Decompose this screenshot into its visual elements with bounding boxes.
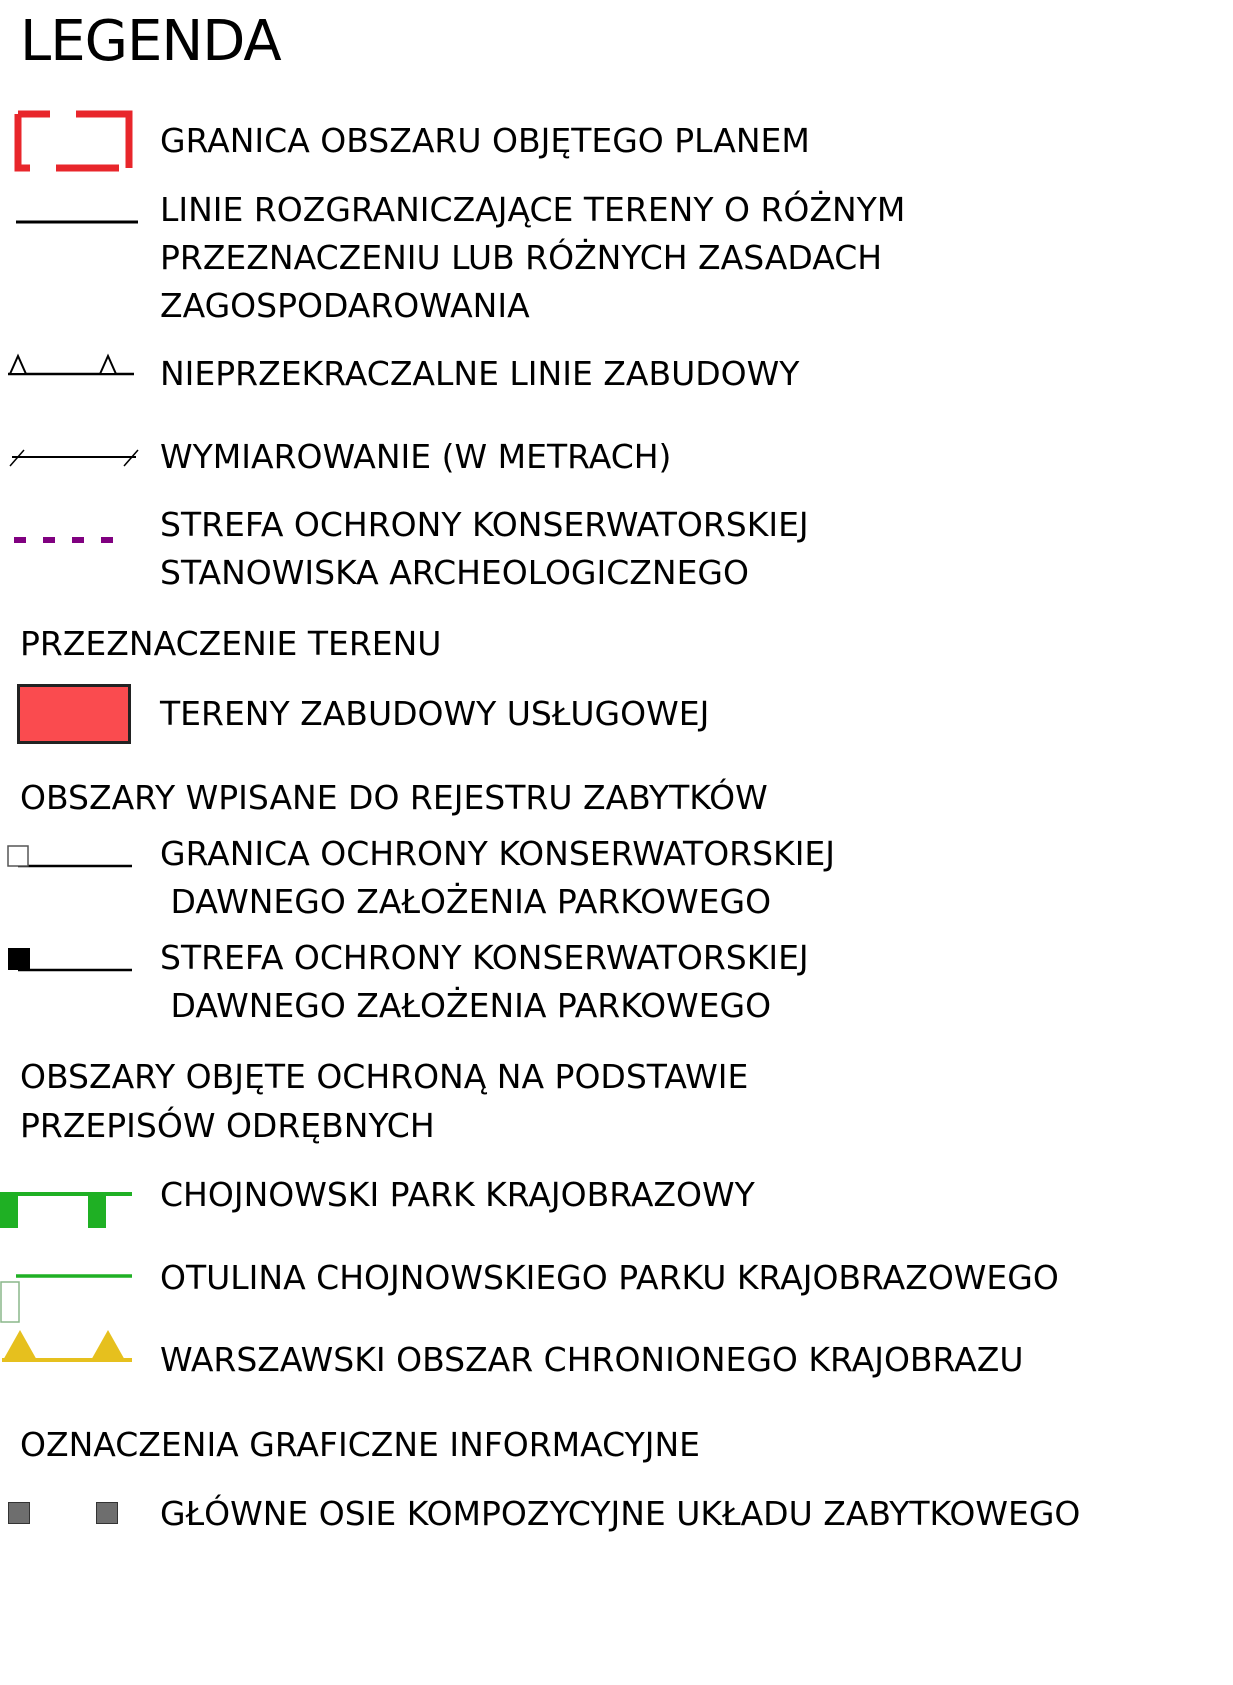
protected-areas-section-title-1: OBSZARY OBJĘTE OCHRONĄ NA PODSTAWIE xyxy=(20,1057,749,1096)
land-use-section-title: PRZEZNACZENIE TERENU xyxy=(20,624,442,663)
park-buffer-label: OTULINA CHOJNOWSKIEGO PARKU KRAJOBRAZOWEGO xyxy=(160,1258,1059,1297)
plan-boundary-label: GRANICA OBSZARU OBJĘTEGO PLANEM xyxy=(160,121,810,160)
delimiting-lines-label-1: LINIE ROZGRANICZAJĄCE TERENY O RÓŻNYM xyxy=(160,190,906,229)
protected-areas-section-title-2: PRZEPISÓW ODRĘBNYCH xyxy=(20,1106,435,1145)
park-protection-zone-label-2: DAWNEGO ZAŁOŻENIA PARKOWEGO xyxy=(160,986,772,1025)
dimensioning-label: WYMIAROWANIE (W METRACH) xyxy=(160,437,672,476)
archaeology-zone-symbol-icon xyxy=(14,535,124,545)
archaeology-zone-label-2: STANOWISKA ARCHEOLOGICZNEGO xyxy=(160,553,749,592)
park-protection-zone-symbol-icon xyxy=(6,944,134,974)
axis-square-left-icon xyxy=(8,1502,30,1524)
register-section-title: OBSZARY WPISANE DO REJESTRU ZABYTKÓW xyxy=(20,778,768,817)
service-zone-label: TERENY ZABUDOWY USŁUGOWEJ xyxy=(160,694,710,733)
building-lines-label: NIEPRZEKRACZALNE LINIE ZABUDOWY xyxy=(160,354,800,393)
delimiting-line-symbol-icon xyxy=(16,218,140,228)
park-protection-boundary-label-1: GRANICA OCHRONY KONSERWATORSKIEJ xyxy=(160,834,836,873)
landscape-park-symbol-icon xyxy=(0,1190,134,1230)
service-zone-swatch-icon xyxy=(17,684,131,744)
plan-boundary-symbol-icon xyxy=(14,110,138,174)
landscape-park-label: CHOJNOWSKI PARK KRAJOBRAZOWY xyxy=(160,1175,755,1214)
park-protection-boundary-symbol-icon xyxy=(6,842,134,870)
composition-axes-label: GŁÓWNE OSIE KOMPOZYCYJNE UKŁADU ZABYTKOWEGO xyxy=(160,1494,1081,1533)
axis-square-right-icon xyxy=(96,1502,118,1524)
park-protection-boundary-label-2: DAWNEGO ZAŁOŻENIA PARKOWEGO xyxy=(160,882,772,921)
building-line-symbol-icon xyxy=(6,350,136,380)
delimiting-lines-label-2: PRZEZNACZENIU LUB RÓŻNYCH ZASADACH xyxy=(160,238,883,277)
dimension-line-symbol-icon xyxy=(8,444,140,470)
warsaw-protected-landscape-symbol-icon xyxy=(0,1326,134,1366)
legend-title: LEGENDA xyxy=(20,9,281,74)
park-buffer-symbol-icon xyxy=(0,1272,134,1326)
warsaw-protected-landscape-label: WARSZAWSKI OBSZAR CHRONIONEGO KRAJOBRAZU xyxy=(160,1340,1024,1379)
park-protection-zone-label-1: STREFA OCHRONY KONSERWATORSKIEJ xyxy=(160,938,809,977)
delimiting-lines-label-3: ZAGOSPODAROWANIA xyxy=(160,286,530,325)
archaeology-zone-label-1: STREFA OCHRONY KONSERWATORSKIEJ xyxy=(160,505,809,544)
info-graphics-section-title: OZNACZENIA GRAFICZNE INFORMACYJNE xyxy=(20,1425,701,1464)
